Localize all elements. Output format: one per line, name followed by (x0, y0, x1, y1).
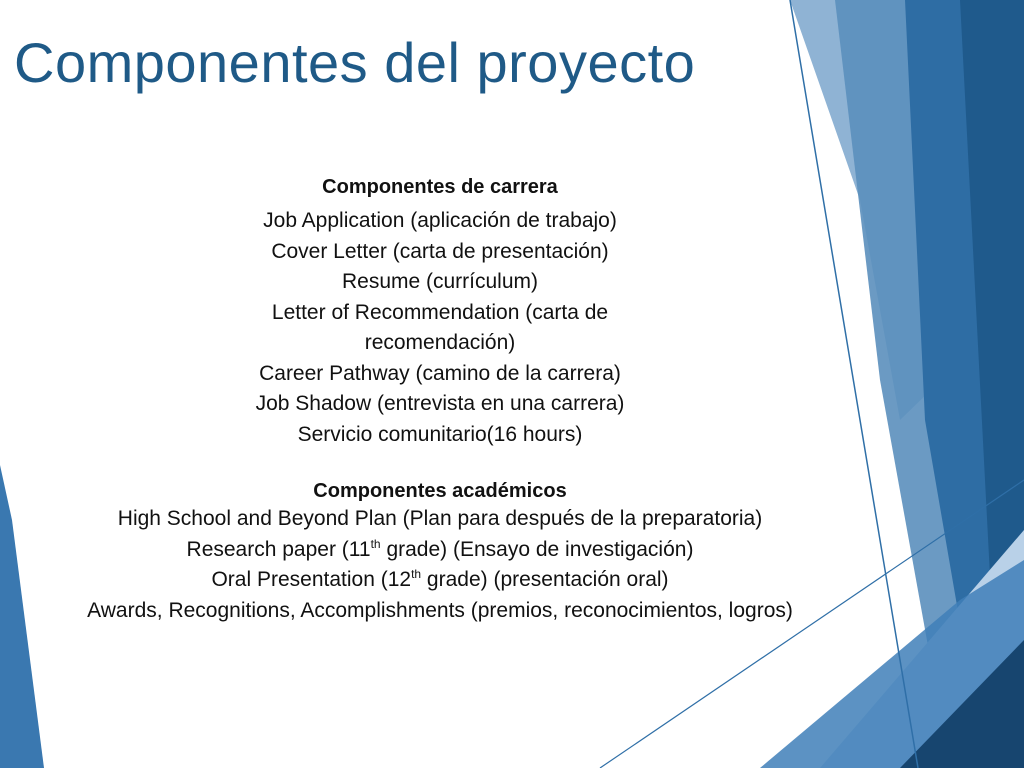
career-item: recomendación) (364, 331, 516, 354)
career-components-heading: Componentes de carrera (322, 176, 558, 198)
career-components-section (40, 174, 840, 450)
slide-title: Componentes del proyecto (14, 31, 696, 94)
academic-components-heading: Componentes académicos (313, 480, 567, 502)
academic-components-section (40, 478, 840, 626)
career-item: Resume (currículum) (341, 270, 539, 293)
left-edge-shape (0, 465, 44, 768)
academic-item-text: grade) (Ensayo de investigación) (380, 537, 694, 561)
career-item: Servicio comunitario(16 hours) (297, 422, 583, 446)
career-item: Letter of Recommendation (carta de (271, 300, 609, 324)
ordinal-suffix: th (370, 536, 381, 551)
career-item: Career Pathway (camino de la carrera) (259, 361, 621, 385)
ordinal-suffix: th (411, 567, 422, 581)
academic-item-text: Oral Presentation (12 (211, 568, 412, 591)
academic-item: High School and Beyond Plan (Plan para después de la preparatoria) (117, 507, 763, 530)
academic-item (40, 535, 840, 566)
career-item: Cover Letter (carta de presentación) (271, 239, 609, 263)
academic-item-text: grade) (presentación oral) (421, 568, 669, 591)
career-item: Job Application (aplicación de trabajo) (263, 209, 617, 232)
academic-item (40, 565, 840, 596)
academic-item: Awards, Recognitions, Accomplishments (premios, reconocimientos, logros) (87, 598, 793, 622)
academic-item-text: Research paper (11 (186, 537, 371, 561)
career-item: Job Shadow (entrevista en una carrera) (255, 392, 625, 415)
